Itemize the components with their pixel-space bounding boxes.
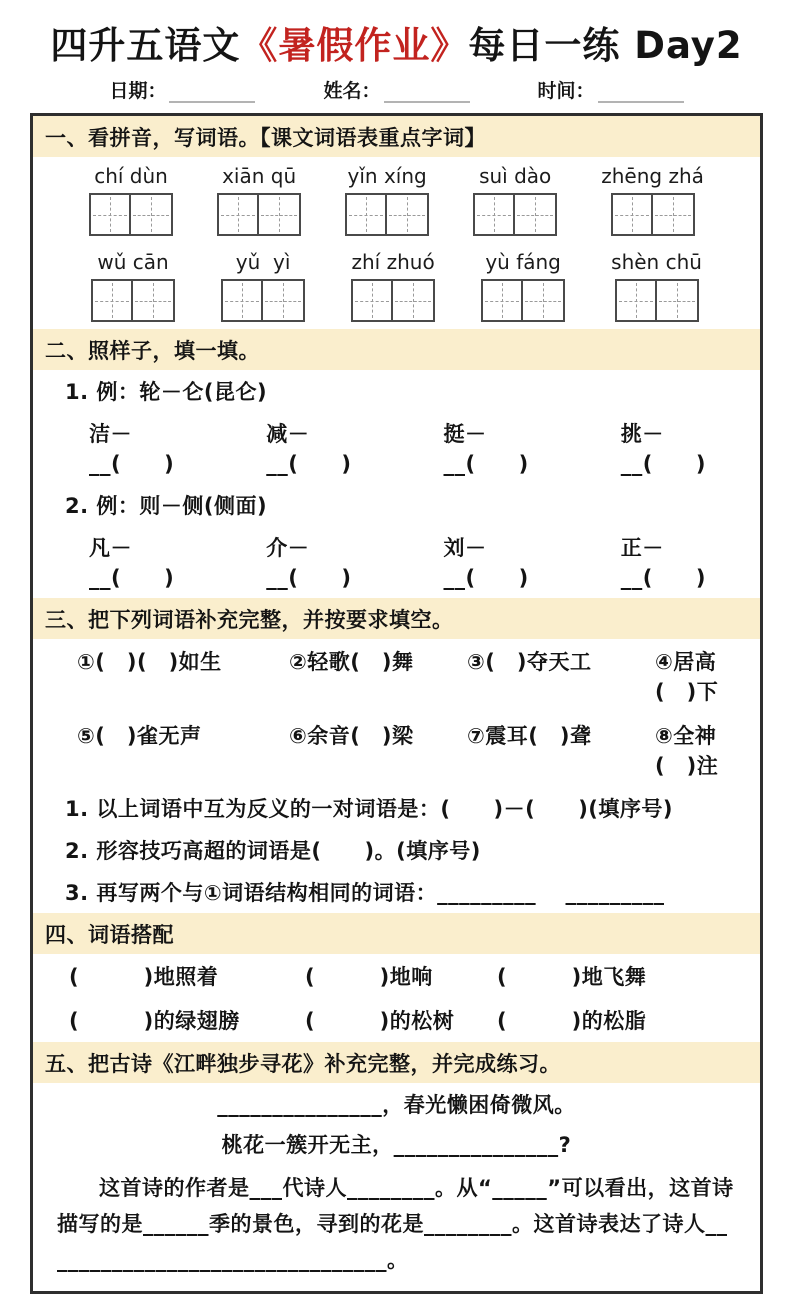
pinyin-unit [221,248,305,322]
writing-grid [91,279,175,322]
writing-grid [481,279,565,322]
idiom-item: ⑦震耳( )聋 [467,724,592,749]
section3-question-2: 2. 形容技巧高超的词语是( )。(填序号) [65,839,481,864]
writing-cell [481,279,523,322]
section2-heading: 二、照样子，填一填。 [33,329,760,370]
writing-grid [473,193,557,236]
idiom-item: ⑥余音( )梁 [289,724,414,749]
section4-heading: 四、词语搭配 [33,913,760,954]
pinyin-row-1 [33,157,760,243]
pinyin-label: wǔ cān [97,250,169,275]
pinyin-row-2 [33,243,760,329]
blank-item: 凡－__( ) [89,536,175,591]
pinyin-label: yǐn xíng [347,164,427,189]
writing-grid [217,193,301,236]
pinyin-unit [481,248,565,322]
writing-cell [611,193,653,236]
writing-grid [611,193,695,236]
pinyin-label: zhēng zhá [601,164,704,189]
writing-cell [131,193,173,236]
writing-cell [473,193,515,236]
writing-cell [351,279,393,322]
pinyin-unit [351,248,435,322]
collocation-item: ( )的松脂 [497,1009,647,1034]
writing-cell [393,279,435,322]
writing-cell [345,193,387,236]
pinyin-label: yù fáng [485,250,561,275]
title-part3: 每日一练 Day2 [468,24,743,67]
pinyin-unit [91,248,175,322]
collocation-item: ( )的绿翅膀 [69,1009,240,1034]
pinyin-unit [611,248,702,322]
blank-item: 洁－__( ) [89,422,175,477]
info-row [0,76,793,103]
collocation-item: ( )地照着 [69,965,219,990]
writing-grid [221,279,305,322]
section3-heading: 三、把下列词语补充完整，并按要求填空。 [33,598,760,639]
pinyin-label: zhí zhuó [351,250,435,275]
pinyin-label: xiān qū [222,164,297,189]
section2-blanks-row-2 [33,526,760,598]
blank-item: 挺－__( ) [443,422,529,477]
time-blank-line [598,85,684,103]
writing-cell [133,279,175,322]
pinyin-unit [89,162,173,236]
title-highlight: 《暑假作业》 [240,24,469,67]
pinyin-label: chí dùn [94,164,168,189]
worksheet-box [30,113,763,1293]
name-blank-line [384,85,470,103]
writing-cell [221,279,263,322]
blank-item: 减－__( ) [266,422,352,477]
writing-cell [89,193,131,236]
collocation-item: ( )地飞舞 [497,965,647,990]
section2-example-1: 1. 例：轮－仑(昆仑) [65,380,268,405]
section1-heading: 一、看拼音，写词语。【课文词语表重点字词】 [33,116,760,157]
blank-item: 刘－__( ) [443,536,529,591]
collocation-item: ( )的松树 [305,1009,455,1034]
pinyin-label: suì dào [479,164,552,189]
writing-grid [351,279,435,322]
writing-cell [263,279,305,322]
writing-grid [615,279,699,322]
poem-block [33,1086,760,1166]
poem-analysis-paragraph: 这首诗的作者是___代诗人________。从“_____”可以看出，这首诗描写的是______季的景色，寻到的花是________。这首诗表达了诗人________________________________。 [57,1176,734,1273]
writing-cell [657,279,699,322]
blank-item: 介－__( ) [266,536,352,591]
section2-example-2: 2. 例：则－侧(侧面) [65,494,268,519]
writing-cell [515,193,557,236]
section3-idioms-row-2 [33,713,760,787]
section3-idioms-row-1 [33,639,760,713]
blank-item: 正－__( ) [620,536,706,591]
section3-question-1: 1. 以上词语中互为反义的一对词语是：( )－( )(填序号) [65,797,673,822]
title-part1: 四升五语文 [50,24,241,67]
pinyin-unit [217,162,301,236]
idiom-item: ④居高( )下 [655,650,719,705]
writing-cell [259,193,301,236]
idiom-item: ①( )( )如生 [77,650,222,675]
pinyin-label: yǔ yì [235,250,291,275]
idiom-item: ③( )夺天工 [467,650,592,675]
poem-line-1: _______________，春光懒困倚微风。 [217,1093,576,1118]
date-field [109,76,255,103]
writing-grid [345,193,429,236]
writing-cell [615,279,657,322]
collocation-item: ( )地响 [305,965,433,990]
writing-cell [387,193,429,236]
pinyin-unit [601,162,704,236]
section4-row-1 [33,954,760,998]
section5-heading: 五、把古诗《江畔独步寻花》补充完整，并完成练习。 [33,1042,760,1083]
pinyin-label: shèn chū [611,250,702,275]
pinyin-unit [345,162,429,236]
time-label: 时间： [537,80,595,103]
pinyin-unit [473,162,557,236]
writing-grid [89,193,173,236]
name-field [323,76,469,103]
section4-row-2 [33,998,760,1042]
idiom-item: ⑧全神( )注 [655,724,719,779]
writing-cell [91,279,133,322]
idiom-item: ⑤( )雀无声 [77,724,202,749]
section2-blanks-row-1 [33,412,760,484]
blank-item: 挑－__( ) [620,422,706,477]
time-field [538,76,684,103]
writing-cell [653,193,695,236]
section3-question-3: 3. 再写两个与①词语结构相同的词语：_________ _________ [65,881,665,906]
writing-cell [523,279,565,322]
date-blank-line [169,85,255,103]
poem-line-2: 桃花一簇开无主，_______________? [221,1133,572,1158]
page-title [0,0,793,68]
idiom-item: ②轻歌( )舞 [289,650,414,675]
name-label: 姓名： [323,80,381,103]
writing-cell [217,193,259,236]
date-label: 日期： [109,80,167,103]
